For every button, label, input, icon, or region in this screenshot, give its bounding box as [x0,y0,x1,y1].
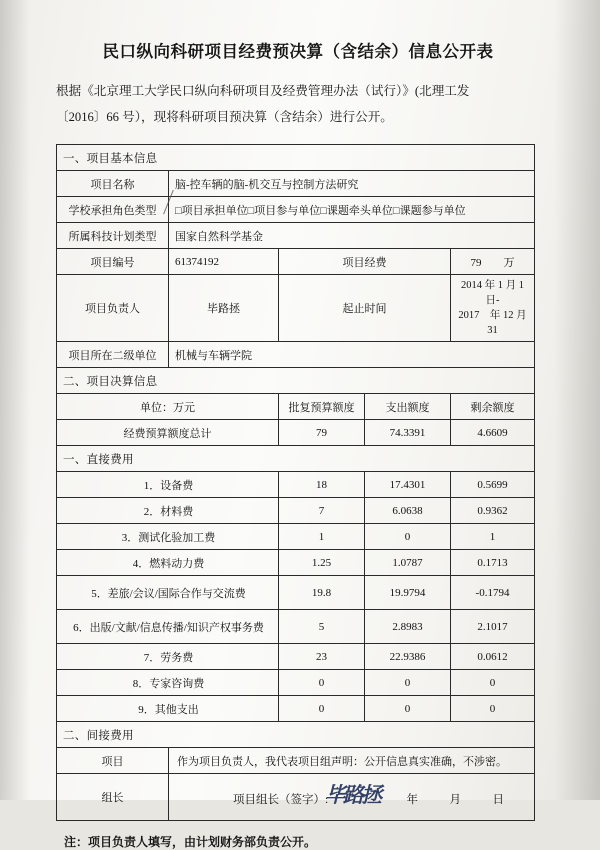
declaration-text: 作为项目负责人，我代表项目组声明：公开信息真实准确，不涉密。 [169,748,535,774]
role-type-value-cell [169,197,535,223]
budget-form-table [56,144,535,821]
total-remaining: 4.6609 [451,420,535,446]
funding-value: 79 万 [451,249,535,275]
leader-label: 项目负责人 [57,275,169,342]
cost-approved: 23 [279,644,365,670]
cost-remaining: 2.1017 [451,610,535,644]
cost-remaining: 0.9362 [451,498,535,524]
plan-type-label: 所属科技计划类型 [57,223,169,249]
table-row [57,670,535,696]
cost-approved: 0 [279,696,365,722]
period-label: 起止时间 [279,275,451,342]
role-type-row [57,197,535,223]
cost-label: 5．差旅/会议/国际合作与交流费 [57,576,279,610]
cost-spent: 2.8983 [365,610,451,644]
signature-label: 项目组长（签字）: [233,794,329,806]
cost-remaining: 1 [451,524,535,550]
cost-spent: 19.9794 [365,576,451,610]
declaration-row [57,748,535,774]
cost-spent: 6.0638 [365,498,451,524]
cost-spent: 0 [365,696,451,722]
project-name-value: 脑-控车辆的脑-机交互与控制方法研究 [169,171,535,197]
section1-header: 一、项目基本信息 [57,145,535,171]
cost-spent: 0 [365,670,451,696]
project-no-label: 项目编号 [57,249,169,275]
leader-row [57,275,535,342]
leader-value: 毕路拯 [169,275,279,342]
table-row [57,498,535,524]
cost-approved: 19.8 [279,576,365,610]
intro-line-1: 根据《北京理工大学民口纵向科研项目及经费管理办法（试行）》(北理工发 [56,84,470,98]
leader-group-label: 组长 [57,774,169,821]
signature-row [57,774,535,821]
indirect-cost-header-row [57,722,535,748]
cost-approved: 1 [279,524,365,550]
cost-remaining: 0.5699 [451,472,535,498]
total-approved: 79 [279,420,365,446]
cost-spent: 1.0787 [365,550,451,576]
cost-remaining: 0 [451,696,535,722]
total-spent: 74.3391 [365,420,451,446]
table-row [57,472,535,498]
period-value-line2: 2017 年 12 月 31 [458,310,527,336]
page-title: 民口纵向科研项目经费预决算（含结余）信息公开表 [102,42,494,61]
direct-cost-header: 一、直接费用 [57,446,535,472]
cost-label: 6．出版/文献/信息传播/知识产权事务费 [57,610,279,644]
table-row [57,644,535,670]
direct-cost-header-row [57,446,535,472]
form-sheet [34,10,562,849]
intro-paragraph [34,78,562,130]
cost-remaining: 0 [451,670,535,696]
plan-type-row [57,223,535,249]
budget-column-header-row [57,394,535,420]
project-no-value: 61374192 [169,249,279,275]
column-header-remaining: 剩余额度 [451,394,535,420]
signature-cell [169,774,535,821]
indirect-cost-header: 二、间接费用 [57,722,535,748]
total-label: 经费预算额度总计 [57,420,279,446]
signature-date-blank: 年 月 日 [406,794,515,806]
column-header-unit: 单位：万元 [57,394,279,420]
cost-approved: 1.25 [279,550,365,576]
cost-remaining: 0.0612 [451,644,535,670]
column-header-spent: 支出额度 [365,394,451,420]
second-level-unit-value: 机械与车辆学院 [169,342,535,368]
table-row [57,524,535,550]
cost-spent: 0 [365,524,451,550]
table-row [57,550,535,576]
project-name-label: 项目名称 [57,171,169,197]
handwritten-signature: 毕路拯 [325,783,379,807]
cost-approved: 5 [279,610,365,644]
footer-note: 注：项目负责人填写，由计划财务部负责公开。 [64,835,317,849]
table-row [57,696,535,722]
signature-area [173,777,530,817]
plan-type-value: 国家自然科学基金 [169,223,535,249]
cost-approved: 18 [279,472,365,498]
second-level-unit-row [57,342,535,368]
cost-spent: 17.4301 [365,472,451,498]
cost-label: 2．材料费 [57,498,279,524]
column-header-approved: 批复预算额度 [279,394,365,420]
funding-label: 项目经费 [279,249,451,275]
project-no-row [57,249,535,275]
cost-label: 8．专家咨询费 [57,670,279,696]
period-value-cell [451,275,535,342]
cost-approved: 0 [279,670,365,696]
cost-label: 9．其他支出 [57,696,279,722]
cost-label: 1．设备费 [57,472,279,498]
cost-label: 4．燃料动力费 [57,550,279,576]
cost-approved: 7 [279,498,365,524]
cost-remaining: -0.1794 [451,576,535,610]
section2-header: 二、项目决算信息 [57,368,535,394]
cost-remaining: 0.1713 [451,550,535,576]
cost-spent: 22.9386 [365,644,451,670]
role-type-value: □项目承担单位□项目参与单位□课题牵头单位□课题参与单位 [175,204,466,217]
cost-label: 3．测试化验加工费 [57,524,279,550]
cost-label: 7．劳务费 [57,644,279,670]
second-level-unit-label: 项目所在二级单位 [57,342,169,368]
table-row [57,576,535,610]
role-type-value-wrap [175,202,530,218]
project-name-row [57,171,535,197]
section2-header-row [57,368,535,394]
intro-line-2: 〔2016〕66 号），现将科研项目预决算（含结余）进行公开。 [56,110,393,124]
section1-header-row [57,145,535,171]
declaration-label: 项目 [57,748,169,774]
role-type-label: 学校承担角色类型 [57,197,169,223]
total-row [57,420,535,446]
period-value-line1: 2014 年 1 月 1 日- [461,280,524,306]
table-row [57,610,535,644]
